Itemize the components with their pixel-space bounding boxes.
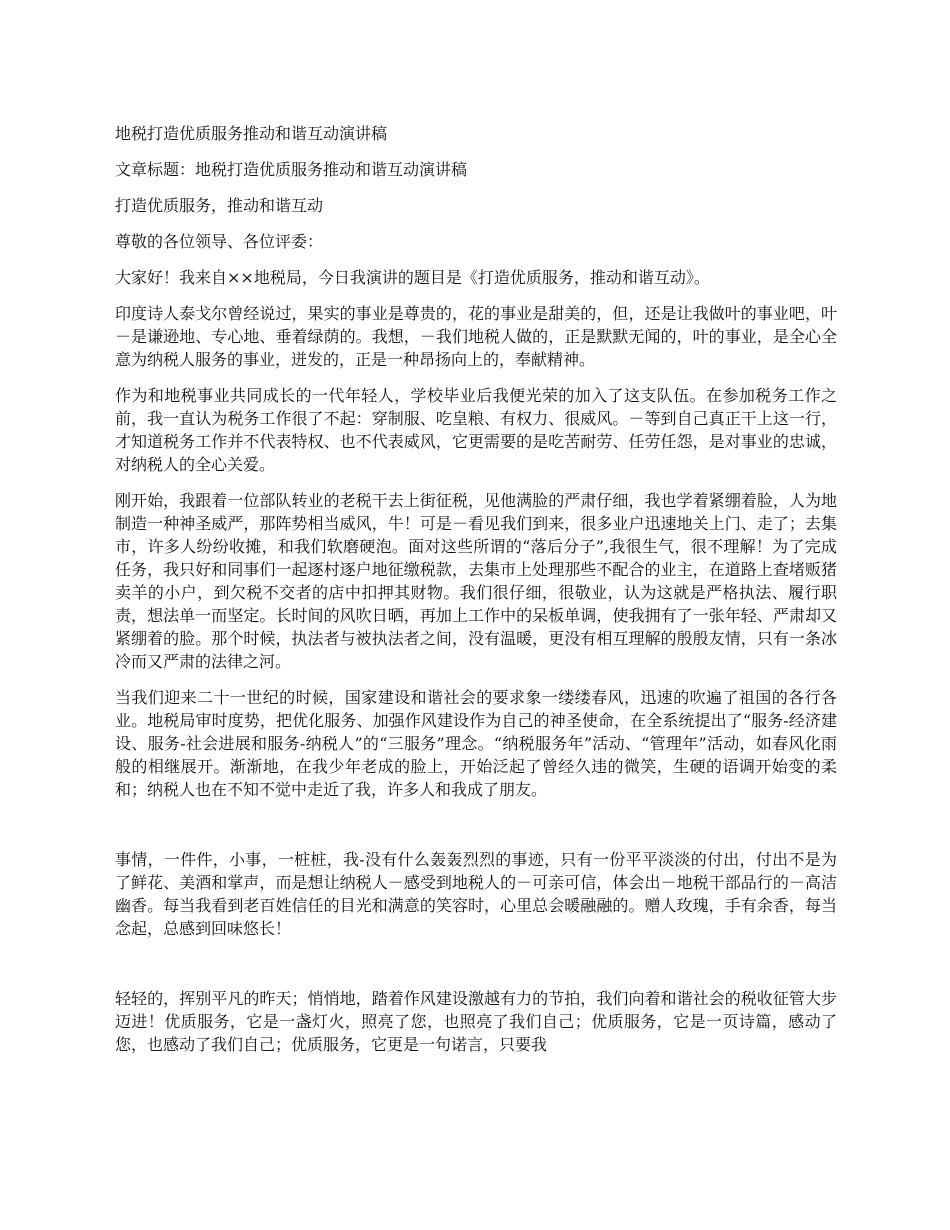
paragraph-young-generation: 作为和地税事业共同成长的一代年轻人，学校毕业后我便光荣的加入了这支队伍。在参加税务工作之前，我一直认为税务工作很了不起：穿制服、吃皇粮、有权力、很威风。－等到自己真正干上这一行，才知道税务工作并不代表特权、也不代表威风，它更需要的是吃苦耐劳、任劳任怨，是对事业的忠诚，对纳税人的全心关爱。: [115, 386, 837, 474]
document-title: 地税打造优质服务推动和谐互动演讲稿: [115, 124, 388, 143]
paragraph-farewell: 轻轻的，挥别平凡的昨天；悄悄地，踏着作风建设激越有力的节拍，我们向着和谐社会的税收征管大步迈进！优质服务，它是一盏灯火，照亮了您，也照亮了我们自己；优质服务，它是一页诗篇，感动了您，也感动了我们自己；优质服务，它更是一句诺言，只要我: [115, 989, 837, 1054]
paragraph-new-century: 当我们迎来二十一世纪的时候，国家建设和谐社会的要求象一缕缕春风，迅速的吹遍了祖国的各行各业。地税局审时度势，把优化服务、加强作风建设作为自己的神圣使命，在全系统提出了“服务-经济建设、服务-社会进展和服务-纳税人”的“三服务”理念。“纳税服务年”活动、“管理年”活动，如春风化雨般的相继展开。渐渐地，在我少年老成的脸上，开始泛起了曾经久违的微笑，生硬的语调开始变的柔和；纳税人也在不知不觉中走近了我，许多人和我成了朋友。: [115, 688, 837, 799]
paragraph-beginning: 刚开始，我跟着一位部队转业的老税干去上街征税，见他满脸的严肃仔细，我也学着紧绷着脸，人为地制造一种神圣威严，那阵势相当威风，牛！可是－看见我们到来，很多业户迅速地关上门、走了；去集市，许多人纷纷收摊，和我们软磨硬泡。面对这些所谓的“落后分子”,我很生气，很不理解！为了完成任务，我只好和同事们一起逐村逐户地征缴税款，去集市上处理那些不配合的业主，在道路上查堵贩猪卖羊的小户，到欠税不交者的店中扣押其财物。我们很仔细，很敬业，认为这就是严格执法、履行职责，想法单一而坚定。长时间的风吹日晒，再加上工作中的呆板单调，使我拥有了一张年轻、严肃却又紧绷着的脸。那个时候，执法者与被执法者之间，没有温暖，更没有相互理解的殷殷友情，只有一条冰冷而又严肃的法律之河。: [115, 491, 837, 671]
paragraph-small-things: 事情，一件件，小事，一桩桩，我-没有什么轰轰烈烈的事迹，只有一份平平淡淡的付出，付出不是为了鲜花、美酒和掌声，而是想让纳税人－感受到地税人的－可亲可信，体会出－地税干部品行的－高洁幽香。每当我看到老百姓信任的目光和满意的笑容时，心里总会暖融融的。赠人玫瑰，手有余香，每当念起，总感到回味悠长！: [115, 850, 837, 938]
paragraph-greeting: 大家好！我来自××地税局，今日我演讲的题目是《打造优质服务，推动和谐互动》。: [115, 268, 710, 287]
document-subtitle: 打造优质服务，推动和谐互动: [115, 196, 324, 215]
document-page: [115, 122, 837, 1069]
paragraph-gap: [115, 953, 837, 987]
article-title-line: 文章标题：地税打造优质服务推动和谐互动演讲稿: [115, 160, 468, 179]
paragraph-gap: [115, 814, 837, 848]
salutation: 尊敬的各位领导、各位评委：: [115, 232, 324, 251]
paragraph-tagore: 印度诗人泰戈尔曾经说过，果实的事业是尊贵的，花的事业是甜美的，但，还是让我做叶的事业吧，叶－是谦逊地、专心地、垂着绿荫的。我想，－我们地税人做的，正是默默无闻的，叶的事业，是全心全意为纳税人服务的事业，迸发的，正是一种昂扬向上的，奉献精神。: [115, 304, 837, 369]
